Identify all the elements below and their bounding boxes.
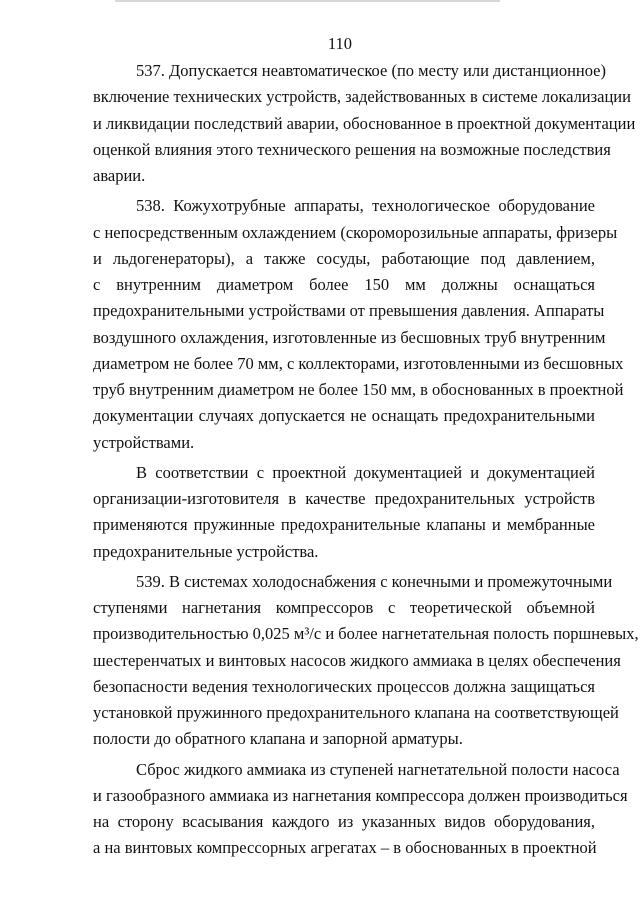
text-line: оценкой влияния этого технического решения на возможные последствия	[93, 139, 611, 159]
text-line: диаметром не более 70 мм, с коллекторами, изготовленными из бесшовных	[93, 353, 624, 373]
text-line: воздушного охлаждения, изготовленные из бесшовных труб внутренним	[93, 327, 606, 347]
text-line: безопасности ведения технологических процессов должна защищаться	[93, 676, 595, 696]
text-line: 538. Кожухотрубные аппараты, технологическое оборудование	[136, 196, 595, 216]
text-line: применяются пружинные предохранительные клапаны и мембранные	[93, 515, 595, 535]
text-line: установкой пружинного предохранительного клапана на соответствующей	[93, 703, 619, 722]
text-line: производительностью 0,025 м³/с и более нагнетательная полость поршневых,	[93, 624, 639, 644]
text-line: шестеренчатых и винтовых насосов жидкого аммиака в целях обеспечения	[93, 650, 621, 670]
text-line: аварии.	[93, 166, 146, 185]
paragraph-538-continued	[93, 460, 595, 565]
text-line: и газообразного аммиака из нагнетания компрессора должен производиться	[93, 785, 628, 805]
text-line: полости до обратного клапана и запорной арматуры.	[93, 729, 463, 749]
text-line: устройствами.	[93, 432, 195, 452]
page-number: 110	[327, 34, 353, 53]
text-line: документации случаях допускается не оснащать предохранительными	[93, 406, 595, 426]
page-top-edge	[115, 0, 500, 2]
text-line: труб внутренним диаметром не более 150 мм, в обоснованных в проектной	[93, 380, 624, 399]
text-line: с непосредственным охлаждением (скороморозильные аппараты, фризеры	[93, 222, 618, 242]
text-line: включение технических устройств, задействованных в системе локализации	[93, 87, 631, 107]
text-line: и льдогенераторы), а также сосуды, работающие под давлением,	[93, 248, 595, 268]
paragraph-537	[93, 58, 636, 189]
text-line: а на винтовых компрессорных агрегатах – в обоснованных в проектной	[93, 838, 597, 858]
text-line: организации-изготовителя в качестве предохранительных устройств	[93, 489, 595, 508]
text-line: В соответствии с проектной документацией и документацией	[136, 462, 595, 482]
paragraph-539-continued	[93, 757, 628, 862]
text-line: на сторону всасывания каждого из указанных видов оборудования,	[93, 812, 595, 831]
text-line: 537. Допускается неавтоматическое (по месту или дистанционное)	[136, 61, 607, 80]
text-line: предохранительными устройствами от превышения давления. Аппараты	[93, 301, 605, 321]
text-line: 539. В системах холодоснабжения с конечными и промежуточными	[136, 571, 613, 591]
text-line: ступенями нагнетания компрессоров с теоретической объемной	[93, 598, 595, 617]
document-body	[93, 58, 639, 862]
paragraph-538	[93, 193, 624, 456]
text-line: предохранительные устройства.	[93, 541, 319, 561]
text-line: с внутренним диаметром более 150 мм должны оснащаться	[93, 275, 595, 294]
paragraph-539	[93, 569, 639, 753]
text-line: Сброс жидкого аммиака из ступеней нагнетательной полости насоса	[136, 759, 620, 779]
text-line: и ликвидации последствий аварии, обоснованное в проектной документации	[93, 113, 636, 133]
